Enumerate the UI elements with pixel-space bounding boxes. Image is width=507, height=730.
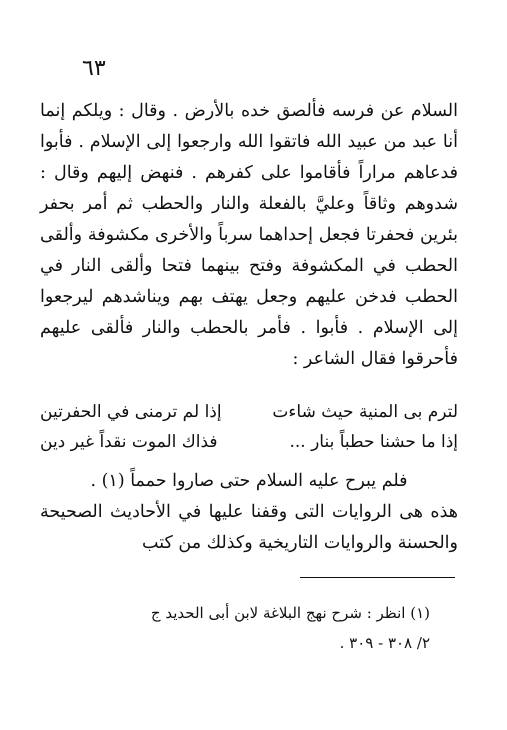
second-paragraph: هذه هى الروايات التى وقفنا عليها في الأحاديث الصحيحة والحسنة والروايات التاريخية وكذلك من كتب <box>40 502 458 553</box>
page-number: ٦٣ <box>82 56 106 81</box>
main-paragraph: السلام عن فرسه فألصق خده بالأرض . وقال : ويلكم إنما أنا عبد من عبيد الله فاتقوا الله وارجعوا إلى الإسلام . فأبوا فدعاهم مراراً فأقاموا على كفرهم . فنهض إليهم وقال : شدوهم وثاقاً وعليَّ بالفعلة والنار والحطب ثم أمر بحفر بئرين فحفرتا فجعل إحداهما سرباً والأخرى مكشوفة وألقى الحطب في المكشوفة وفتح بينهما فتحا وألقى النار في الحطب فدخن عليهم وجعل يهتف بهم ويناشدهم ليرجعوا إلى الإسلام . فأبوا . فأمر بالحطب والنار فألقى عليهم فأحرقوا فقال الشاعر : <box>40 101 458 369</box>
poem-conclusion: فلم يبرح عليه السلام حتى صاروا حمماً (١) . <box>90 471 408 491</box>
footnote-divider <box>300 577 455 578</box>
verse-1-first-hemistich: لترم بى المنية حيث شاءت <box>272 402 458 422</box>
poem-verse-1 <box>40 397 458 427</box>
verse-2-first-hemistich: إذا ما حشنا حطباً بنار ... <box>289 432 458 452</box>
verse-1-second-hemistich: إذا لم ترمنى في الحفرتين <box>40 402 222 422</box>
verse-2-second-hemistich: فذاك الموت نقداً غير دين <box>40 432 218 452</box>
footnote-line-1: (١) انظر : شرح نهج البلاغة لابن أبى الحديد ج <box>150 604 430 622</box>
poem-verse-2 <box>40 427 458 457</box>
footnote <box>40 598 430 658</box>
poem-block <box>40 397 458 457</box>
footnote-line-2: ٢/ ٣٠٨ - ٣٠٩ . <box>339 634 430 652</box>
